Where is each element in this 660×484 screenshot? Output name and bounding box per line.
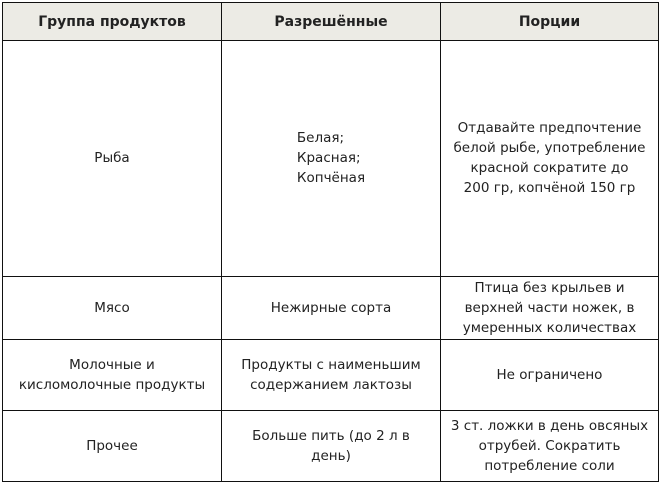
cell-group: Рыба xyxy=(3,41,222,277)
cell-group: Мясо xyxy=(3,276,222,339)
portions-line: 200 гр, копчёной 150 гр xyxy=(463,180,636,197)
allowed-line: Белая; xyxy=(296,130,345,147)
cell-allowed xyxy=(222,339,441,410)
allowed-line: Нежирные сорта xyxy=(270,299,392,316)
table-row-other xyxy=(3,410,659,481)
portions-line: 3 ст. ложки в день овсяных xyxy=(450,417,649,434)
cell-allowed xyxy=(222,410,441,481)
portions-line: красной сократите до xyxy=(470,160,629,177)
allowed-line: Красная; xyxy=(296,150,361,167)
table-row-meat xyxy=(3,276,659,339)
portions-line: потребление соли xyxy=(484,457,615,474)
cell-allowed xyxy=(222,276,441,339)
header-portions: Порции xyxy=(441,3,659,41)
allowed-line: Копчёная xyxy=(296,170,366,187)
diet-table xyxy=(2,2,659,482)
allowed-line: содержанием лактозы xyxy=(250,376,412,393)
portions-line: Не ограничено xyxy=(496,366,603,383)
cell-allowed xyxy=(222,41,441,277)
allowed-line: Продукты с наименьшим xyxy=(241,356,421,373)
portions-line: белой рыбе, употребление xyxy=(453,140,646,157)
allowed-line: день) xyxy=(311,447,351,464)
cell-portions xyxy=(441,41,659,277)
group-line: Молочные и xyxy=(69,356,155,373)
portions-line: Птица без крыльев и xyxy=(474,279,625,296)
cell-portions xyxy=(441,276,659,339)
portions-line: Отдавайте предпочтение xyxy=(457,120,642,137)
cell-group: Прочее xyxy=(3,410,222,481)
cell-group xyxy=(3,339,222,410)
group-line: кисломолочные продукты xyxy=(18,376,206,393)
portions-line: отрубей. Сократить xyxy=(478,437,621,454)
header-allowed: Разрешённые xyxy=(222,3,441,41)
cell-portions xyxy=(441,339,659,410)
portions-line: верхней части ножек, в xyxy=(464,299,635,316)
table-row-fish xyxy=(3,41,659,277)
header-row xyxy=(3,3,659,41)
header-group: Группа продуктов xyxy=(3,3,222,41)
cell-portions xyxy=(441,410,659,481)
table-row-dairy xyxy=(3,339,659,410)
allowed-line: Больше пить (до 2 л в xyxy=(252,427,410,444)
portions-line: умеренных количествах xyxy=(462,319,637,336)
